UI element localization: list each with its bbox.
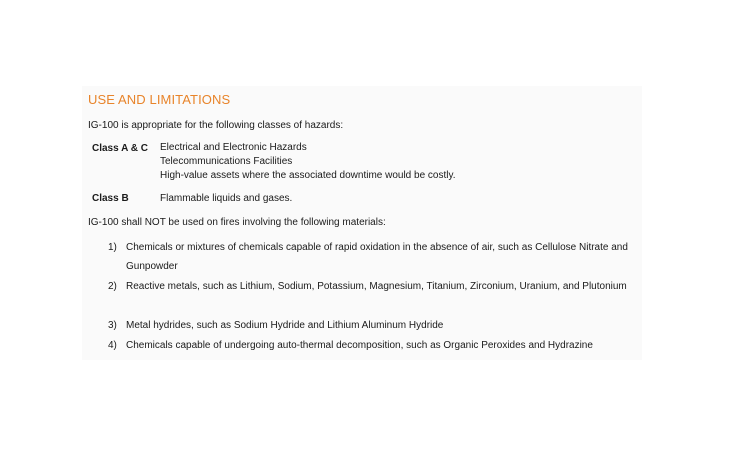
list-item-text: Chemicals or mixtures of chemicals capable of rapid oxidation in the absence of air, such as Cellulose Nitrate and Gunpowder [126, 242, 628, 272]
list-item-number: 2) [108, 281, 117, 292]
not-used-intro-text: IG-100 shall NOT be used on fires involving the following materials: [88, 217, 386, 228]
list-item-text: Reactive metals, such as Lithium, Sodium, Potassium, Magnesium, Titanium, Zirconium, Uranium, and Plutonium [126, 281, 627, 292]
hazard-item: Telecommunications Facilities [160, 156, 293, 167]
list-item-number: 4) [108, 340, 117, 351]
section-heading: USE AND LIMITATIONS [88, 92, 231, 107]
list-item-number: 1) [108, 242, 117, 253]
hazard-item: Electrical and Electronic Hazards [160, 142, 307, 153]
class-label: Class B [92, 193, 129, 204]
intro-text: IG-100 is appropriate for the following classes of hazards: [88, 120, 344, 131]
hazard-item: Flammable liquids and gases. [160, 193, 293, 204]
hazard-list [160, 192, 292, 206]
class-label: Class A & C [92, 143, 148, 154]
list-item-text: Metal hydrides, such as Sodium Hydride and Lithium Aluminum Hydride [126, 320, 444, 331]
hazard-list [160, 141, 456, 183]
hazard-item: High-value assets where the associated downtime would be costly. [160, 170, 456, 181]
list-item-text: Chemicals capable of undergoing auto-thermal decomposition, such as Organic Peroxides and Hydrazine [126, 340, 593, 351]
list-item-number: 3) [108, 320, 117, 331]
